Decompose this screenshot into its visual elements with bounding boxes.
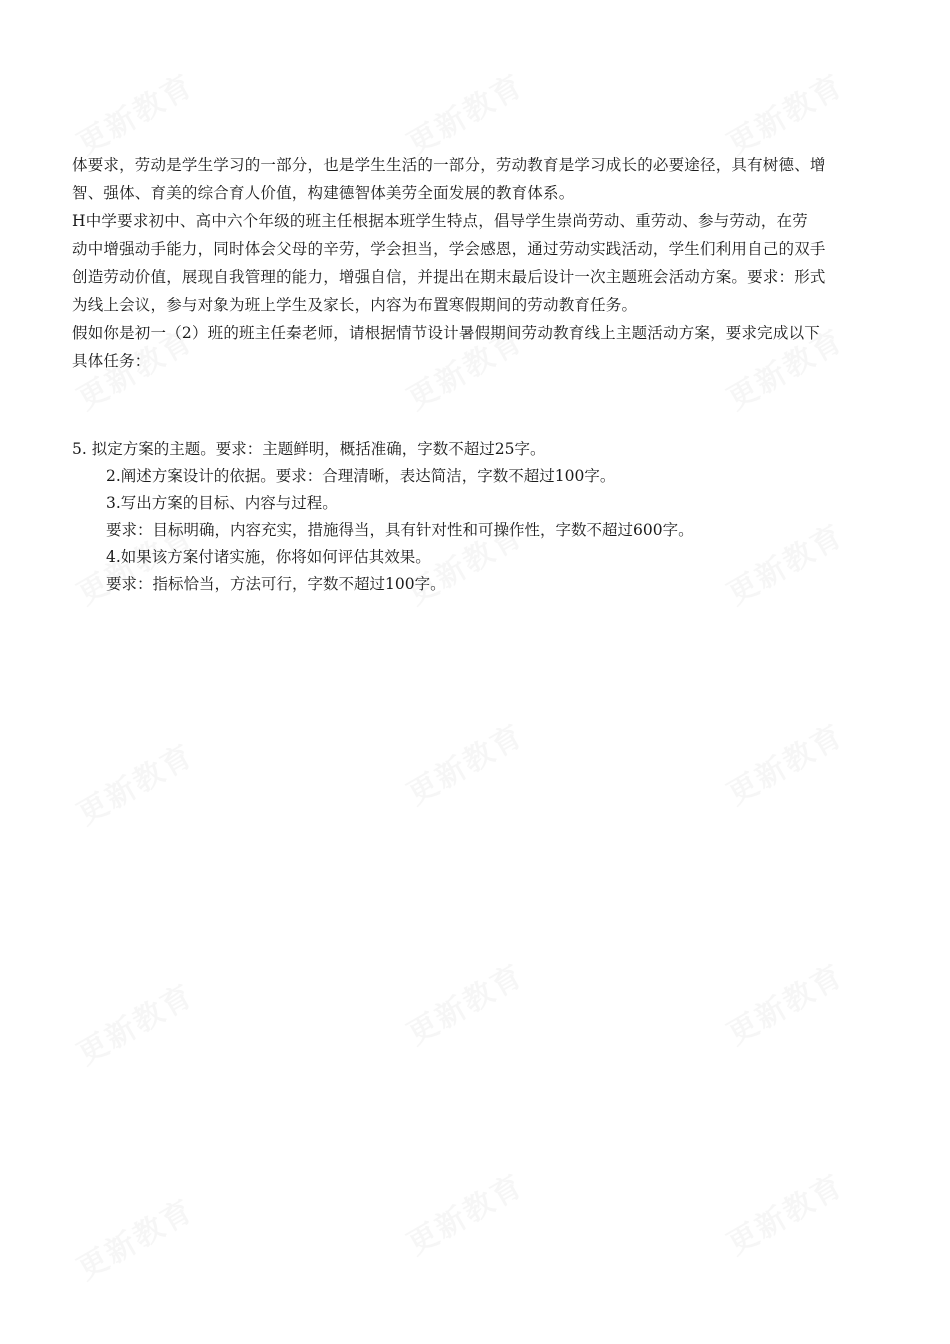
watermark-text <box>718 951 851 1053</box>
intro-line: 为线上会议，参与对象为班上学生及家长，内容为布置寒假期间的劳动教育任务。 <box>72 296 638 314</box>
intro-line: H中学要求初中、高中六个年级的班主任根据本班学生特点，倡导学生崇尚劳动、重劳动、参与劳动，在劳 <box>72 212 808 230</box>
intro-line: 假如你是初一（2）班的班主任秦老师，请根据情节设计暑假期间劳动教育线上主题活动方案，要求完成以下 <box>72 324 820 342</box>
task-item-4-requirement: 要求：指标恰当，方法可行，字数不超过100字。 <box>106 575 446 593</box>
watermark-text <box>398 711 531 813</box>
watermark-text <box>68 971 201 1073</box>
watermark-text <box>398 951 531 1053</box>
watermark-text <box>68 1186 201 1288</box>
task-item-2: 2.阐述方案设计的依据。要求：合理清晰，表达简洁，字数不超过100字。 <box>106 467 616 485</box>
watermark-text <box>718 1161 851 1263</box>
task-list <box>72 436 882 598</box>
intro-paragraph <box>72 151 882 375</box>
intro-line: 体要求，劳动是学生学习的一部分，也是学生生活的一部分，劳动教育是学习成长的必要途径，具有树德、增 <box>72 156 826 174</box>
intro-line: 智、强体、育美的综合育人价值，构建德智体美劳全面发展的教育体系。 <box>72 184 575 202</box>
task-item-1: 5. 拟定方案的主题。要求：主题鲜明，概括准确，字数不超过25字。 <box>72 440 546 458</box>
watermark-text <box>68 61 201 163</box>
watermark-text <box>68 731 201 833</box>
intro-line: 创造劳动价值，展现自我管理的能力，增强自信，并提出在期末最后设计一次主题班会活动方案。要求：形式 <box>72 268 826 286</box>
watermark-text <box>398 61 531 163</box>
watermark-text <box>718 61 851 163</box>
watermark-text <box>718 711 851 813</box>
intro-line: 具体任务： <box>72 352 151 370</box>
intro-line: 动中增强动手能力，同时体会父母的辛劳，学会担当，学会感恩，通过劳动实践活动，学生们利用自己的双手 <box>72 240 826 258</box>
watermark-text <box>398 1161 531 1263</box>
task-item-4: 4.如果该方案付诸实施，你将如何评估其效果。 <box>106 548 431 566</box>
task-item-3: 3.写出方案的目标、内容与过程。 <box>106 494 338 512</box>
task-item-3-requirement: 要求：目标明确，内容充实，措施得当，具有针对性和可操作性，字数不超过600字。 <box>106 521 694 539</box>
